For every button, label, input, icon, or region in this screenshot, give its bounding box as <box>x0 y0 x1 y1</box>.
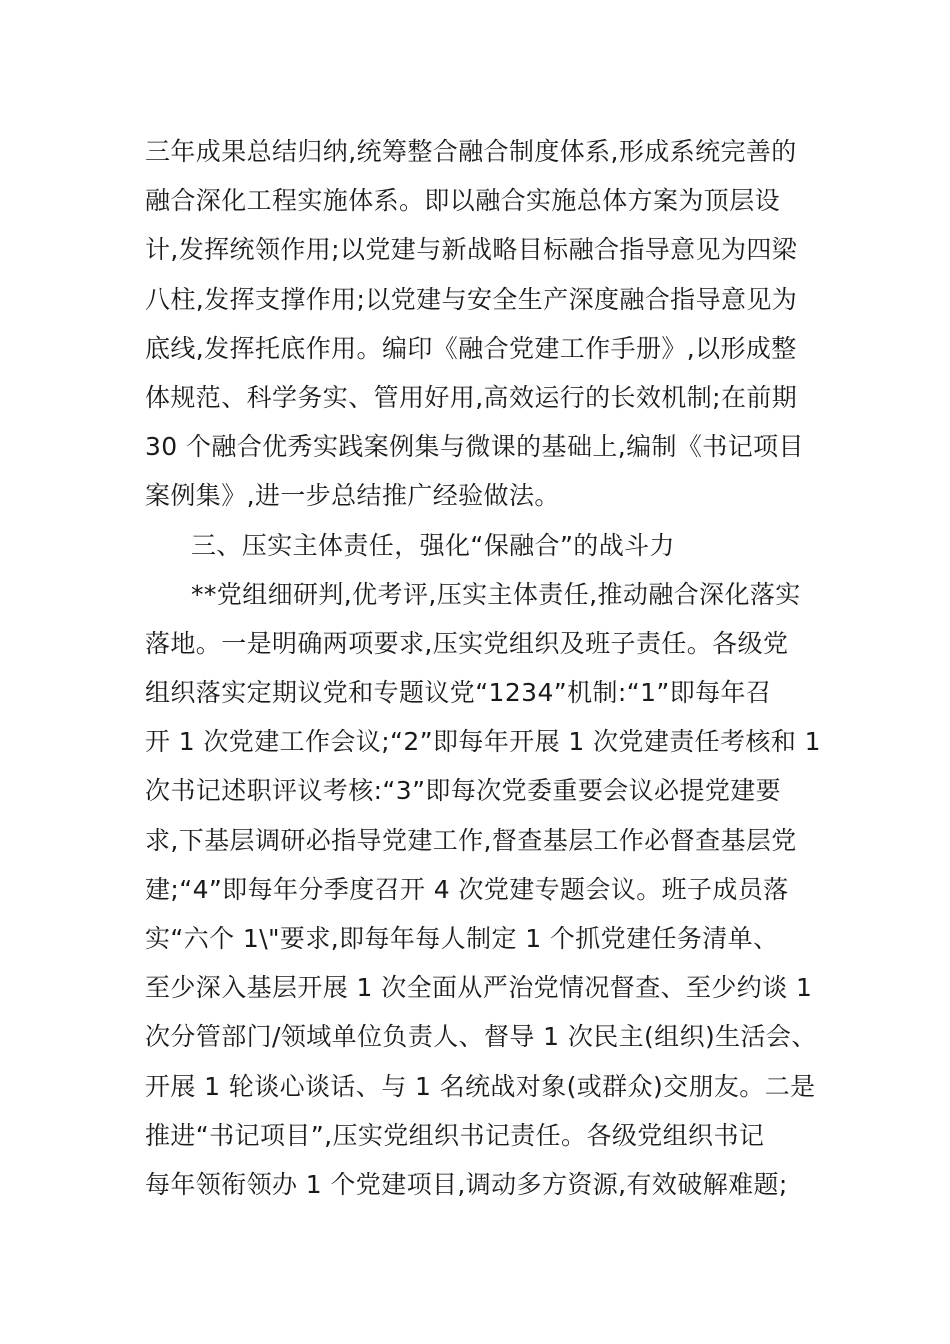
paragraph-line: 案例集》,进一步总结推广经验做法。 <box>145 481 560 511</box>
paragraph-line: 开 1 次党建工作会议;“2”即每年开展 1 次党建责任考核和 1 <box>145 727 821 757</box>
section-heading: 三、压实主体责任，强化“保融合”的战斗力 <box>191 530 675 560</box>
paragraph-line: 三年成果总结归纳,统筹整合融合制度体系,形成系统完善的 <box>145 137 797 166</box>
paragraph-line: 建;“4”即每年分季度召开 4 次党建专题会议。班子成员落 <box>145 874 789 904</box>
paragraph-line: 推进“书记项目”,压实党组织书记责任。各级党组织书记 <box>145 1120 765 1150</box>
paragraph-line: 每年领衔领办 1 个党建项目,调动多方资源,有效破解难题; <box>145 1169 788 1199</box>
paragraph-line: 组织落实定期议党和专题议党“1234”机制:“1”即每年召 <box>145 678 772 708</box>
paragraph-line: 八柱,发挥支撑作用;以党建与安全生产深度融合指导意见为 <box>145 284 798 314</box>
paragraph-line: 30 个融合优秀实践案例集与微课的基础上,编制《书记项目 <box>145 432 804 462</box>
paragraph-line: 实“六个 1\"要求,即每年每人制定 1 个抓党建任务清单、 <box>145 924 779 953</box>
paragraph-line: 求,下基层调研必指导党建工作,督查基层工作必督查基层党 <box>145 825 797 855</box>
paragraph-line: 计,发挥统领作用;以党建与新战略目标融合指导意见为四梁 <box>145 235 798 265</box>
body-text <box>145 127 825 1209</box>
paragraph-line: 体规范、科学务实、管用好用,高效运行的长效机制;在前期 <box>145 382 798 412</box>
paragraph-line: **党组细研判,优考评,压实主体责任,推动融合深化落实 <box>191 579 801 609</box>
paragraph-line: 至少深入基层开展 1 次全面从严治党情况督查、至少约谈 1 <box>145 973 813 1003</box>
paragraph-line: 底线,发挥托底作用。编印《融合党建工作手册》,以形成整 <box>145 333 797 363</box>
paragraph-line: 次书记述职评议考核:“3”即每次党委重要会议必提党建要 <box>145 776 782 806</box>
paragraph-line: 开展 1 轮谈心谈话、与 1 名统战对象(或群众)交朋友。二是 <box>145 1071 816 1101</box>
paragraph-line: 落地。一是明确两项要求,压实党组织及班子责任。各级党 <box>145 628 789 658</box>
paragraph-line: 融合深化工程实施体系。即以融合实施总体方案为顶层设 <box>145 186 781 216</box>
paragraph-line: 次分管部门/领域单位负责人、督导 1 次民主(组织)生活会、 <box>145 1022 817 1052</box>
